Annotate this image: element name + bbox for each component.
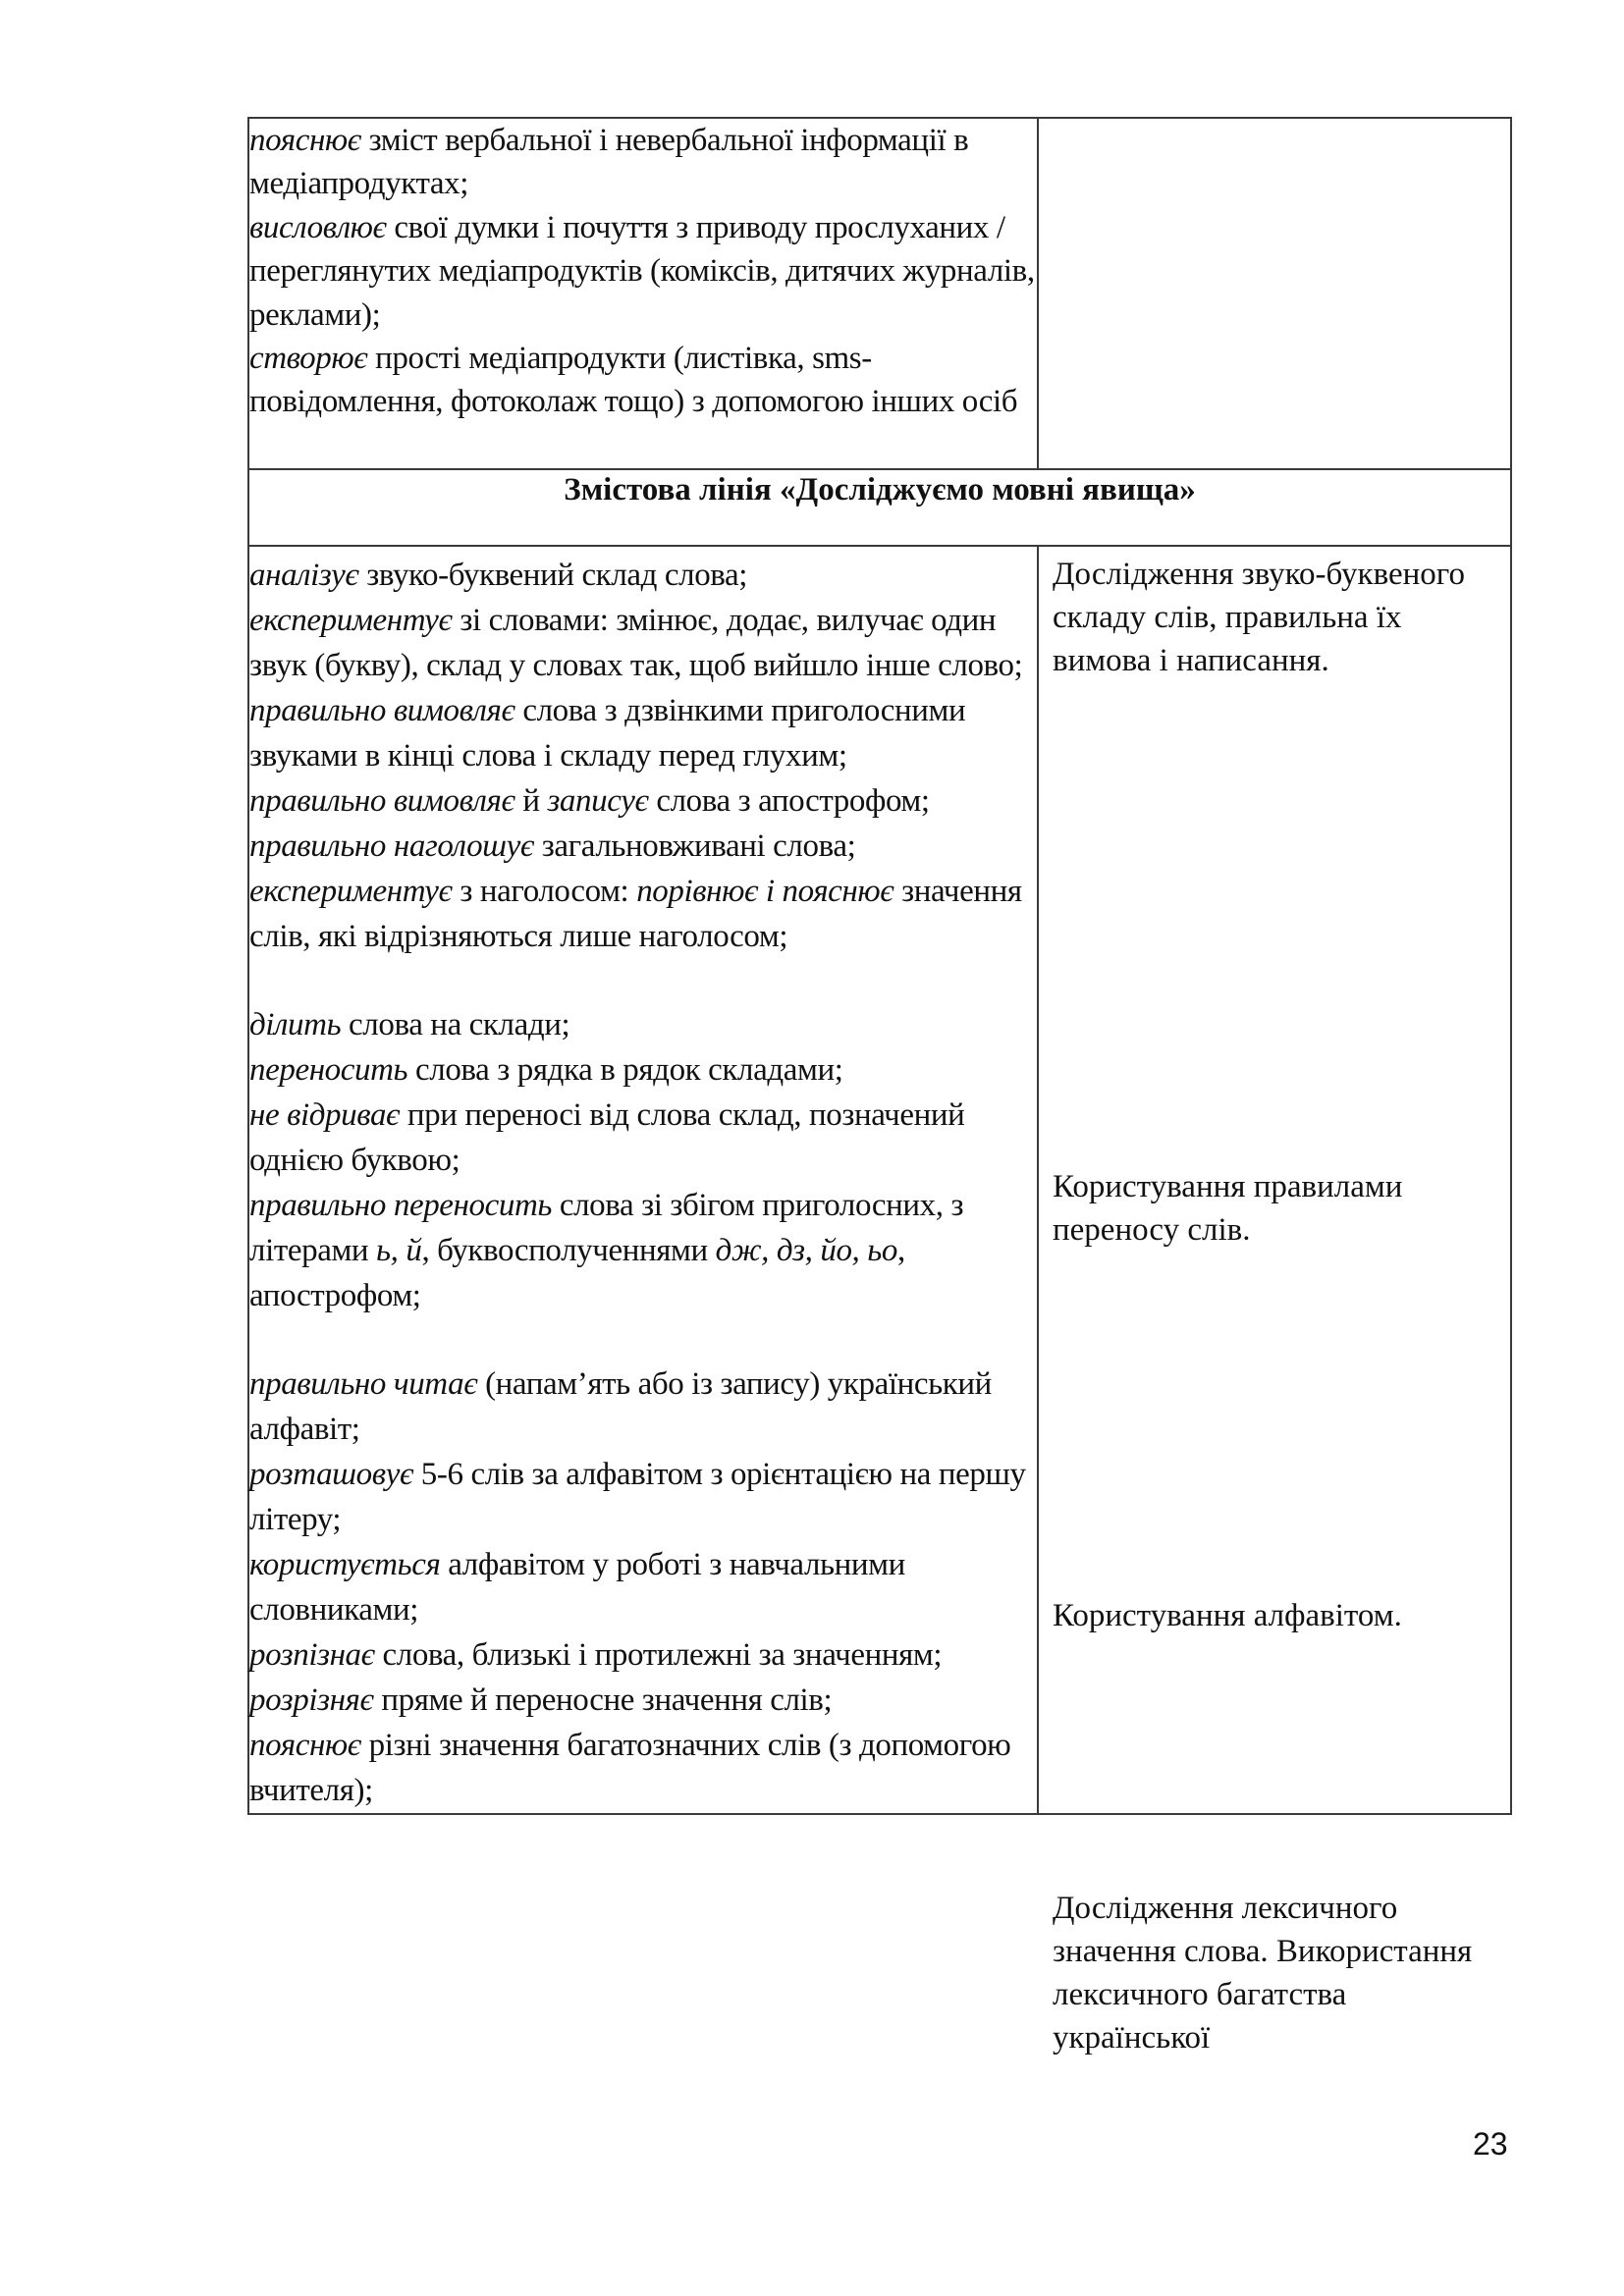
list-item: розрізняє пряме й переносне значення слів; (249, 1682, 833, 1718)
list-item: пояснює різні значення багатозначних слів (з допомогою вчителя); (249, 1728, 1011, 1808)
list-item: ділить слова на склади; (249, 1007, 570, 1042)
content-item-sound-letter: Дослідження звуко-буквеного складу слів, правильна їх вимова і написання. (1053, 557, 1465, 678)
expected-results-cell (248, 118, 1038, 469)
action-verb: пояснює (249, 123, 361, 158)
action-verb: правильно вимовляє (249, 783, 515, 819)
page-number: 23 (1473, 2126, 1508, 2162)
action-verb: експериментує (249, 874, 453, 909)
action-verb: переносить (249, 1052, 408, 1088)
list-item: правильно вимовляє й записує слова з апострофом; (249, 783, 930, 819)
action-verb: аналізує (249, 558, 359, 593)
action-verb: розташовує (249, 1457, 413, 1492)
action-verb: експериментує (249, 603, 453, 638)
action-verb: записує (547, 783, 649, 819)
list-item: пояснює зміст вербальної і невербальної інформації в медіапродуктах; (249, 123, 969, 202)
list-item: розпізнає слова, близькі і протилежні за значенням; (249, 1637, 943, 1673)
content-item-alphabet: Користування алфавітом. (1053, 1598, 1402, 1633)
action-verb: правильно переносить (249, 1188, 553, 1223)
list-item: правильно вимовляє слова з дзвінкими приголосними звуками в кінці слова і складу перед глухим; (249, 693, 966, 774)
action-verb: створює (249, 341, 368, 377)
curriculum-table (247, 117, 1512, 2056)
action-verb: порівнює і пояснює (636, 874, 894, 909)
content-item-hyphenation: Користування правилами переносу слів. (1053, 1169, 1403, 1248)
list-item: правильно наголошує загальновживані слова; (249, 828, 856, 864)
spacer (249, 959, 1037, 1002)
expected-results-cell (248, 546, 1038, 1814)
list-item: не відриває при переносі від слова склад, позначений однією буквою; (249, 1097, 965, 1178)
content-cell-empty (1038, 118, 1511, 469)
table-row-language-phenomena (248, 546, 1511, 1814)
content-item-lexical-meaning: Дослідження лексичного значення слова. Використання лексичного багатства української (1053, 1891, 1473, 2056)
action-verb: правильно наголошує (249, 828, 534, 864)
list-item: аналізує звуко-буквений склад слова; (249, 558, 748, 593)
table-row-media-literacy (248, 118, 1511, 469)
list-item: користується алфавітом у роботі з навчальними словниками; (249, 1547, 905, 1628)
action-verb: ділить (249, 1007, 342, 1042)
section-title: Змістова лінія «Досліджуємо мовні явища» (248, 469, 1511, 546)
letter-combinations-example: дж, дз, йо, ьо (715, 1233, 897, 1268)
action-verb: правильно читає (249, 1366, 478, 1402)
list-item: створює прості медіапродукти (листівка, sms-повідомлення, фотоколаж тощо) з допомогою інших осіб (249, 341, 1018, 420)
list-item: розташовує 5-6 слів за алфавітом з орієнтацією на першу літеру; (249, 1457, 1026, 1537)
content-cell (1038, 546, 1511, 2056)
section-header-row (248, 469, 1511, 546)
action-verb: не відриває (249, 1097, 401, 1133)
list-item: висловлює свої думки і почуття з приводу прослуханих / переглянутих медіапродуктів (коміксів, дитячих журналів, реклами); (249, 209, 1035, 333)
action-verb: розпізнає (249, 1637, 375, 1673)
action-verb: користується (249, 1547, 441, 1582)
action-verb: розрізняє (249, 1682, 374, 1718)
list-item: правильно переносить слова зі збігом приголосних, з літерами ь, й, буквосполученнями дж, дз, йо, ьо, апострофом; (249, 1188, 964, 1313)
action-verb: висловлює (249, 209, 387, 245)
list-item: переносить слова з рядка в рядок складами; (249, 1052, 843, 1088)
action-verb: правильно вимовляє (249, 693, 515, 728)
action-verb: пояснює (249, 1728, 361, 1763)
list-item: експериментує з наголосом: порівнює і пояснює значення слів, які відрізняються лише наголосом; (249, 874, 1022, 954)
list-item: правильно читає (напам’ять або із запису) український алфавіт; (249, 1366, 992, 1447)
list-item: експериментує зі словами: змінює, додає, вилучає один звук (букву), склад у словах так, щоб вийшло інше слово; (249, 603, 1023, 683)
spacer (249, 1318, 1037, 1362)
letters-example: ь, й (376, 1233, 422, 1268)
